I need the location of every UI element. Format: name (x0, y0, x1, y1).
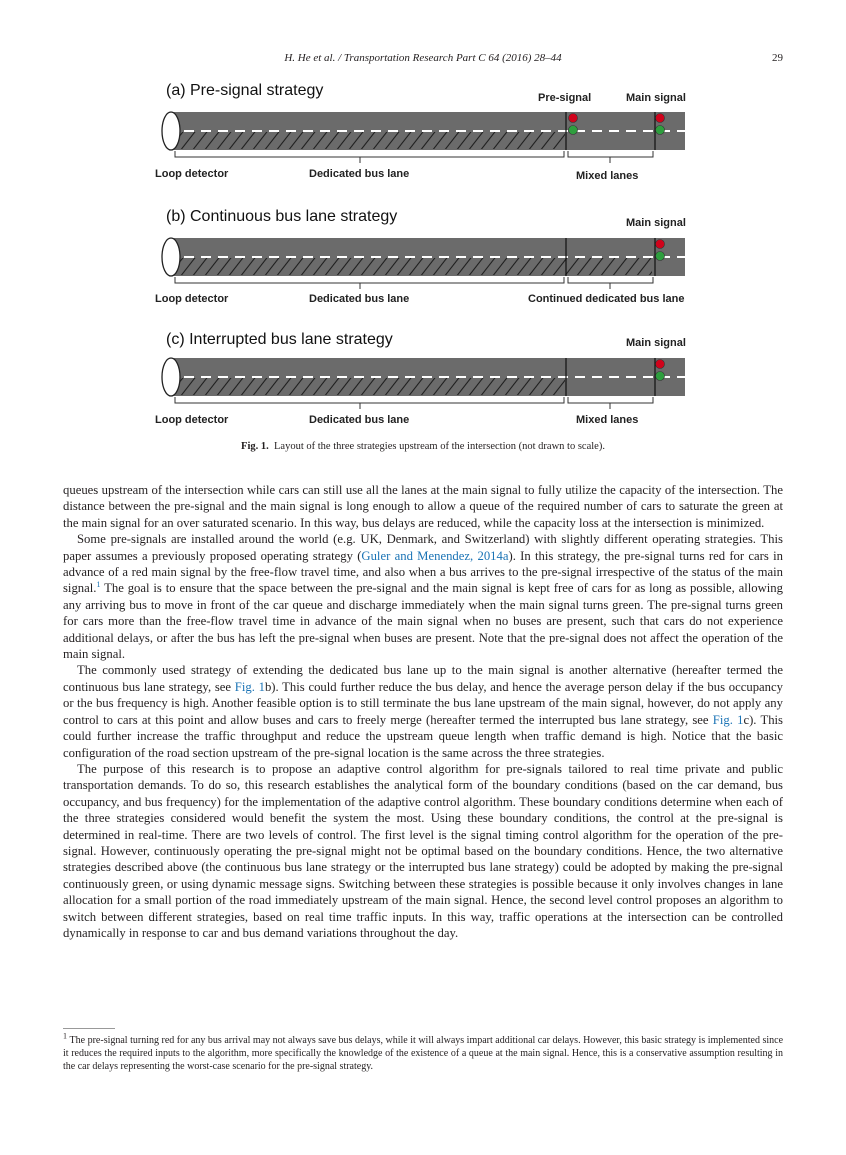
panel-a-loop-detector-label: Loop detector (155, 168, 229, 180)
footnote-divider (63, 1028, 115, 1029)
body-text (63, 482, 783, 941)
panel-a-mainsignal-label: Main signal (626, 92, 686, 104)
page-number: 29 (772, 52, 783, 64)
panel-a-bus-lane-label: Dedicated bus lane (309, 168, 410, 180)
panel-b-loop-detector-label: Loop detector (155, 293, 229, 305)
mainsignal-green-light (656, 126, 665, 135)
presignal-red-light (569, 114, 578, 123)
mainsignal-red-light (656, 240, 665, 249)
bus-lane-hatching (172, 378, 565, 395)
bus-lane-brace (175, 397, 564, 403)
bus-lane-brace (175, 151, 564, 157)
loop-detector-ellipse (162, 358, 180, 396)
panel-c-bus-lane-label: Dedicated bus lane (309, 414, 410, 426)
mainsignal-green-light (656, 252, 665, 261)
footnote-mark: 1 (63, 1031, 67, 1041)
citation-link[interactable]: Guler and Menendez, 2014a (361, 548, 509, 563)
panel-b-mainsignal-label: Main signal (626, 217, 686, 229)
figure-1 (150, 78, 695, 428)
panel-c-mainsignal-label: Main signal (626, 337, 686, 349)
running-header (0, 52, 846, 68)
panel-b-title: (b) Continuous bus lane strategy (166, 208, 398, 225)
paragraph-3: The commonly used strategy of extending the dedicated bus lane up to the main signal is another alternative (hereafter termed the continuous bus lane strategy, see Fig. 1b). This could further reduce the bus delay, and hence the average person delay if the bus occupancy or the bus frequency is high. Another feasible option is to still terminate the bus lane upstream of the main signal, however, do not apply any control to cars at this point and allow buses and cars to freely merge (hereafter termed the interrupted bus lane strategy, see Fig. 1c). This could further increase the traffic throughput and reduce the upstream queue length when traffic demand is high. Notice that the basic configuration of the road section upstream of the pre-signal location is the same across the three strategies. (63, 663, 783, 760)
paragraph-1: queues upstream of the intersection while cars can still use all the lanes at the main signal to fully utilize the capacity of the intersection. The distance between the pre-signal and the main signal is long enough to allow a queue of the required number of cars to saturate the green at the main signal for an over saturated scenario. In this way, bus delays are reduced, while the capacity loss at the intersection is minimized. (63, 483, 783, 530)
presignal-green-light (569, 126, 578, 135)
panel-c-road-diagram (150, 356, 695, 412)
caption-label: Fig. 1. (241, 441, 269, 452)
paragraph-2: Some pre-signals are installed around the world (e.g. UK, Denmark, and Switzerland) with slightly different operating strategies. This paper assumes a previously proposed operating strategy (Guler and Menendez, 2014a). In this strategy, the pre-signal turns red for cars in advance of a red main signal by the free-flow travel time, and also when a bus arrives to the pre-signal irrespective of the status of the main signal.$^1$ The goal is to ensure that the space between the pre-signal and the main signal is kept free of cars for as long as possible, allowing any arriving bus to move in front of the car queue and discharge immediately when the main signal turns green. The pre-signal turns green for cars more than the free-flow travel time in advance of the main signal when no buses are present, such that cars do not experience additional delays, or after the bus has left the pre-signal when buses are present. Note that the pre-signal does not affect the operation of the main signal. (63, 532, 783, 662)
panel-c-mixed-lanes-label: Mixed lanes (576, 414, 639, 426)
figure-ref-link[interactable]: Fig. 1 (712, 712, 744, 727)
journal-citation: H. He et al. / Transportation Research Part C 64 (2016) 28–44 (284, 52, 562, 64)
panel-a-presignal-label: Pre-signal (538, 92, 592, 104)
mainsignal-green-light (656, 372, 665, 381)
panel-b-bus-lane-label: Dedicated bus lane (309, 293, 410, 305)
mixed-lanes-brace (568, 397, 653, 403)
mainsignal-red-light (656, 114, 665, 123)
bus-lane-hatching (172, 258, 652, 275)
loop-detector-ellipse (162, 238, 180, 276)
figure-ref-link[interactable]: Fig. 1 (234, 679, 265, 694)
panel-a-road-diagram (150, 110, 695, 166)
caption-text: Layout of the three strategies upstream of the intersection (not drawn to scale). (274, 441, 605, 452)
loop-detector-ellipse (162, 112, 180, 150)
footnote-ref-1[interactable]: 1 (96, 580, 101, 590)
mixed-lanes-brace (568, 151, 653, 157)
panel-a-mixed-lanes-label: Mixed lanes (576, 170, 639, 182)
footnote-text: The pre-signal turning red for any bus arrival may not always save bus delays, while it will always impart additional car delays. However, this basic strategy is implemented since it reduces the required inputs to the algorithm, more specifically the knowledge of the existence of a queue at the main signal. Hence, this is a conservative assumption resulting in the car delays representing the worst-case scenario for the pre-signal strategy. (63, 1035, 784, 1072)
mainsignal-red-light (656, 360, 665, 369)
panel-b-road-diagram (150, 236, 695, 292)
footnote-1 (63, 1031, 784, 1073)
bus-lane-brace (175, 277, 564, 283)
continued-lane-brace (568, 277, 653, 283)
paragraph-4: The purpose of this research is to propose an adaptive control algorithm for pre-signals tailored to real time private and public transportation demands. To do so, this research establishes the analytical form of the boundary conditions (based on the car demand, bus occupancy, and bus frequency) for the implementation of the adaptive control algorithm. These boundary conditions determine when each of the three strategies considered would benefit the system the most. Using these boundary conditions, the control at the pre-signal is determined in real-time. There are two levels of control. The first level is the signal timing control algorithm for the operation of the pre-signal. However, continuously operating the pre-signal might not be optimal based on the boundary conditions. Hence, the two alternative strategies described above (the continuous bus lane strategy or the interrupted bus lane strategy) could be adopted by making the pre-signal continuously green, or using dynamic message signs. Switching between these strategies is possible because it only involves changes in lane allocation for a small portion of the road immediately upstream of the main signal. Hence, the second level control proposes an algorithm to switch between different strategies, based on real time traffic inputs. In this way, traffic operations at the intersection can be controlled dynamically in response to car and bus demand variations throughout the day. (63, 761, 783, 940)
panel-c-title: (c) Interrupted bus lane strategy (166, 331, 393, 348)
bus-lane-hatching (172, 132, 565, 149)
panel-a-title: (a) Pre-signal strategy (166, 82, 324, 99)
panel-b-continued-lane-label: Continued dedicated bus lane (528, 293, 685, 305)
panel-c-loop-detector-label: Loop detector (155, 414, 229, 426)
figure-caption (0, 441, 846, 452)
